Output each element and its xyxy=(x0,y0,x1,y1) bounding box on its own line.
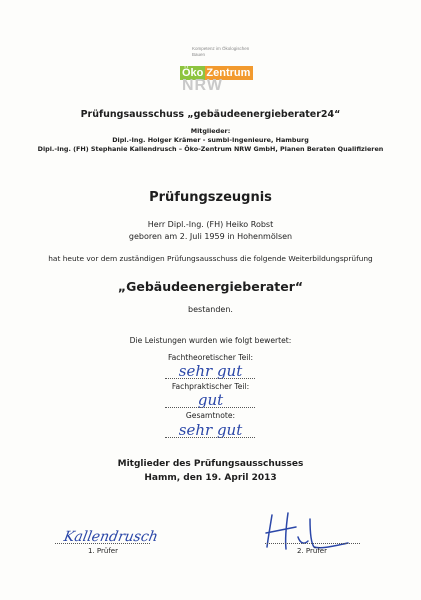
grade-label-total: Gesamtnote: xyxy=(185,411,236,420)
second-examiner-label: 2. Prüfer xyxy=(297,547,327,555)
committee-member: Dipl.-Ing. Holger Krämer - sumbi-Ingenieure, Hamburg xyxy=(112,136,309,144)
grade-label-theory: Fachtheoretischer Teil: xyxy=(167,353,254,362)
grade-value-practice: gut xyxy=(197,391,224,409)
logo-oeko: Öko xyxy=(182,67,204,79)
candidate-birth: geboren am 2. Juli 1959 in Hohenmölsen xyxy=(128,232,293,241)
grade-line xyxy=(165,378,255,379)
grade-label-practice: Fachpraktischer Teil: xyxy=(171,382,250,391)
members-label: Mitglieder: xyxy=(190,127,231,135)
certificate-title: Prüfungszeugnis xyxy=(149,190,272,205)
logo-tagline: Kompetenz im Ökologischen Bauen xyxy=(192,46,250,57)
signature-line xyxy=(265,543,360,544)
logo-zentrum: Zentrum xyxy=(205,66,253,80)
grade-line xyxy=(165,407,255,408)
qualification-title: „Gebäudeenergieberater“ xyxy=(117,279,304,294)
committee-title: Prüfungsausschuss „gebäudeenergieberater24“ xyxy=(80,109,341,120)
grade-value-total: sehr gut xyxy=(178,421,243,439)
committee-member: Dipl.-Ing. (FH) Stephanie Kallendrusch – Öko-Zentrum NRW GmbH, Planen Beraten Qualifizieren xyxy=(37,145,384,153)
passed-text: bestanden. xyxy=(188,305,233,314)
signature-line xyxy=(55,543,150,544)
first-examiner-label: 1. Prüfer xyxy=(88,547,118,555)
place-date: Hamm, den 19. April 2013 xyxy=(144,473,277,483)
grade-line xyxy=(165,437,255,438)
certificate-statement: hat heute vor dem zuständigen Prüfungsausschuss die folgende Weiterbildungsprüfung xyxy=(48,254,373,263)
grade-value-theory: sehr gut xyxy=(178,362,243,380)
signature-handwriting: Kallendrusch xyxy=(62,529,160,545)
logo-nrw: NRW xyxy=(182,77,223,94)
candidate-name: Herr Dipl.-Ing. (FH) Heiko Robst xyxy=(147,220,274,229)
oeko-zentrum-logo xyxy=(0,46,421,96)
grades-intro: Die Leistungen wurden wie folgt bewertet: xyxy=(129,336,292,345)
members-footer-title: Mitglieder des Prüfungsausschusses xyxy=(117,459,304,469)
